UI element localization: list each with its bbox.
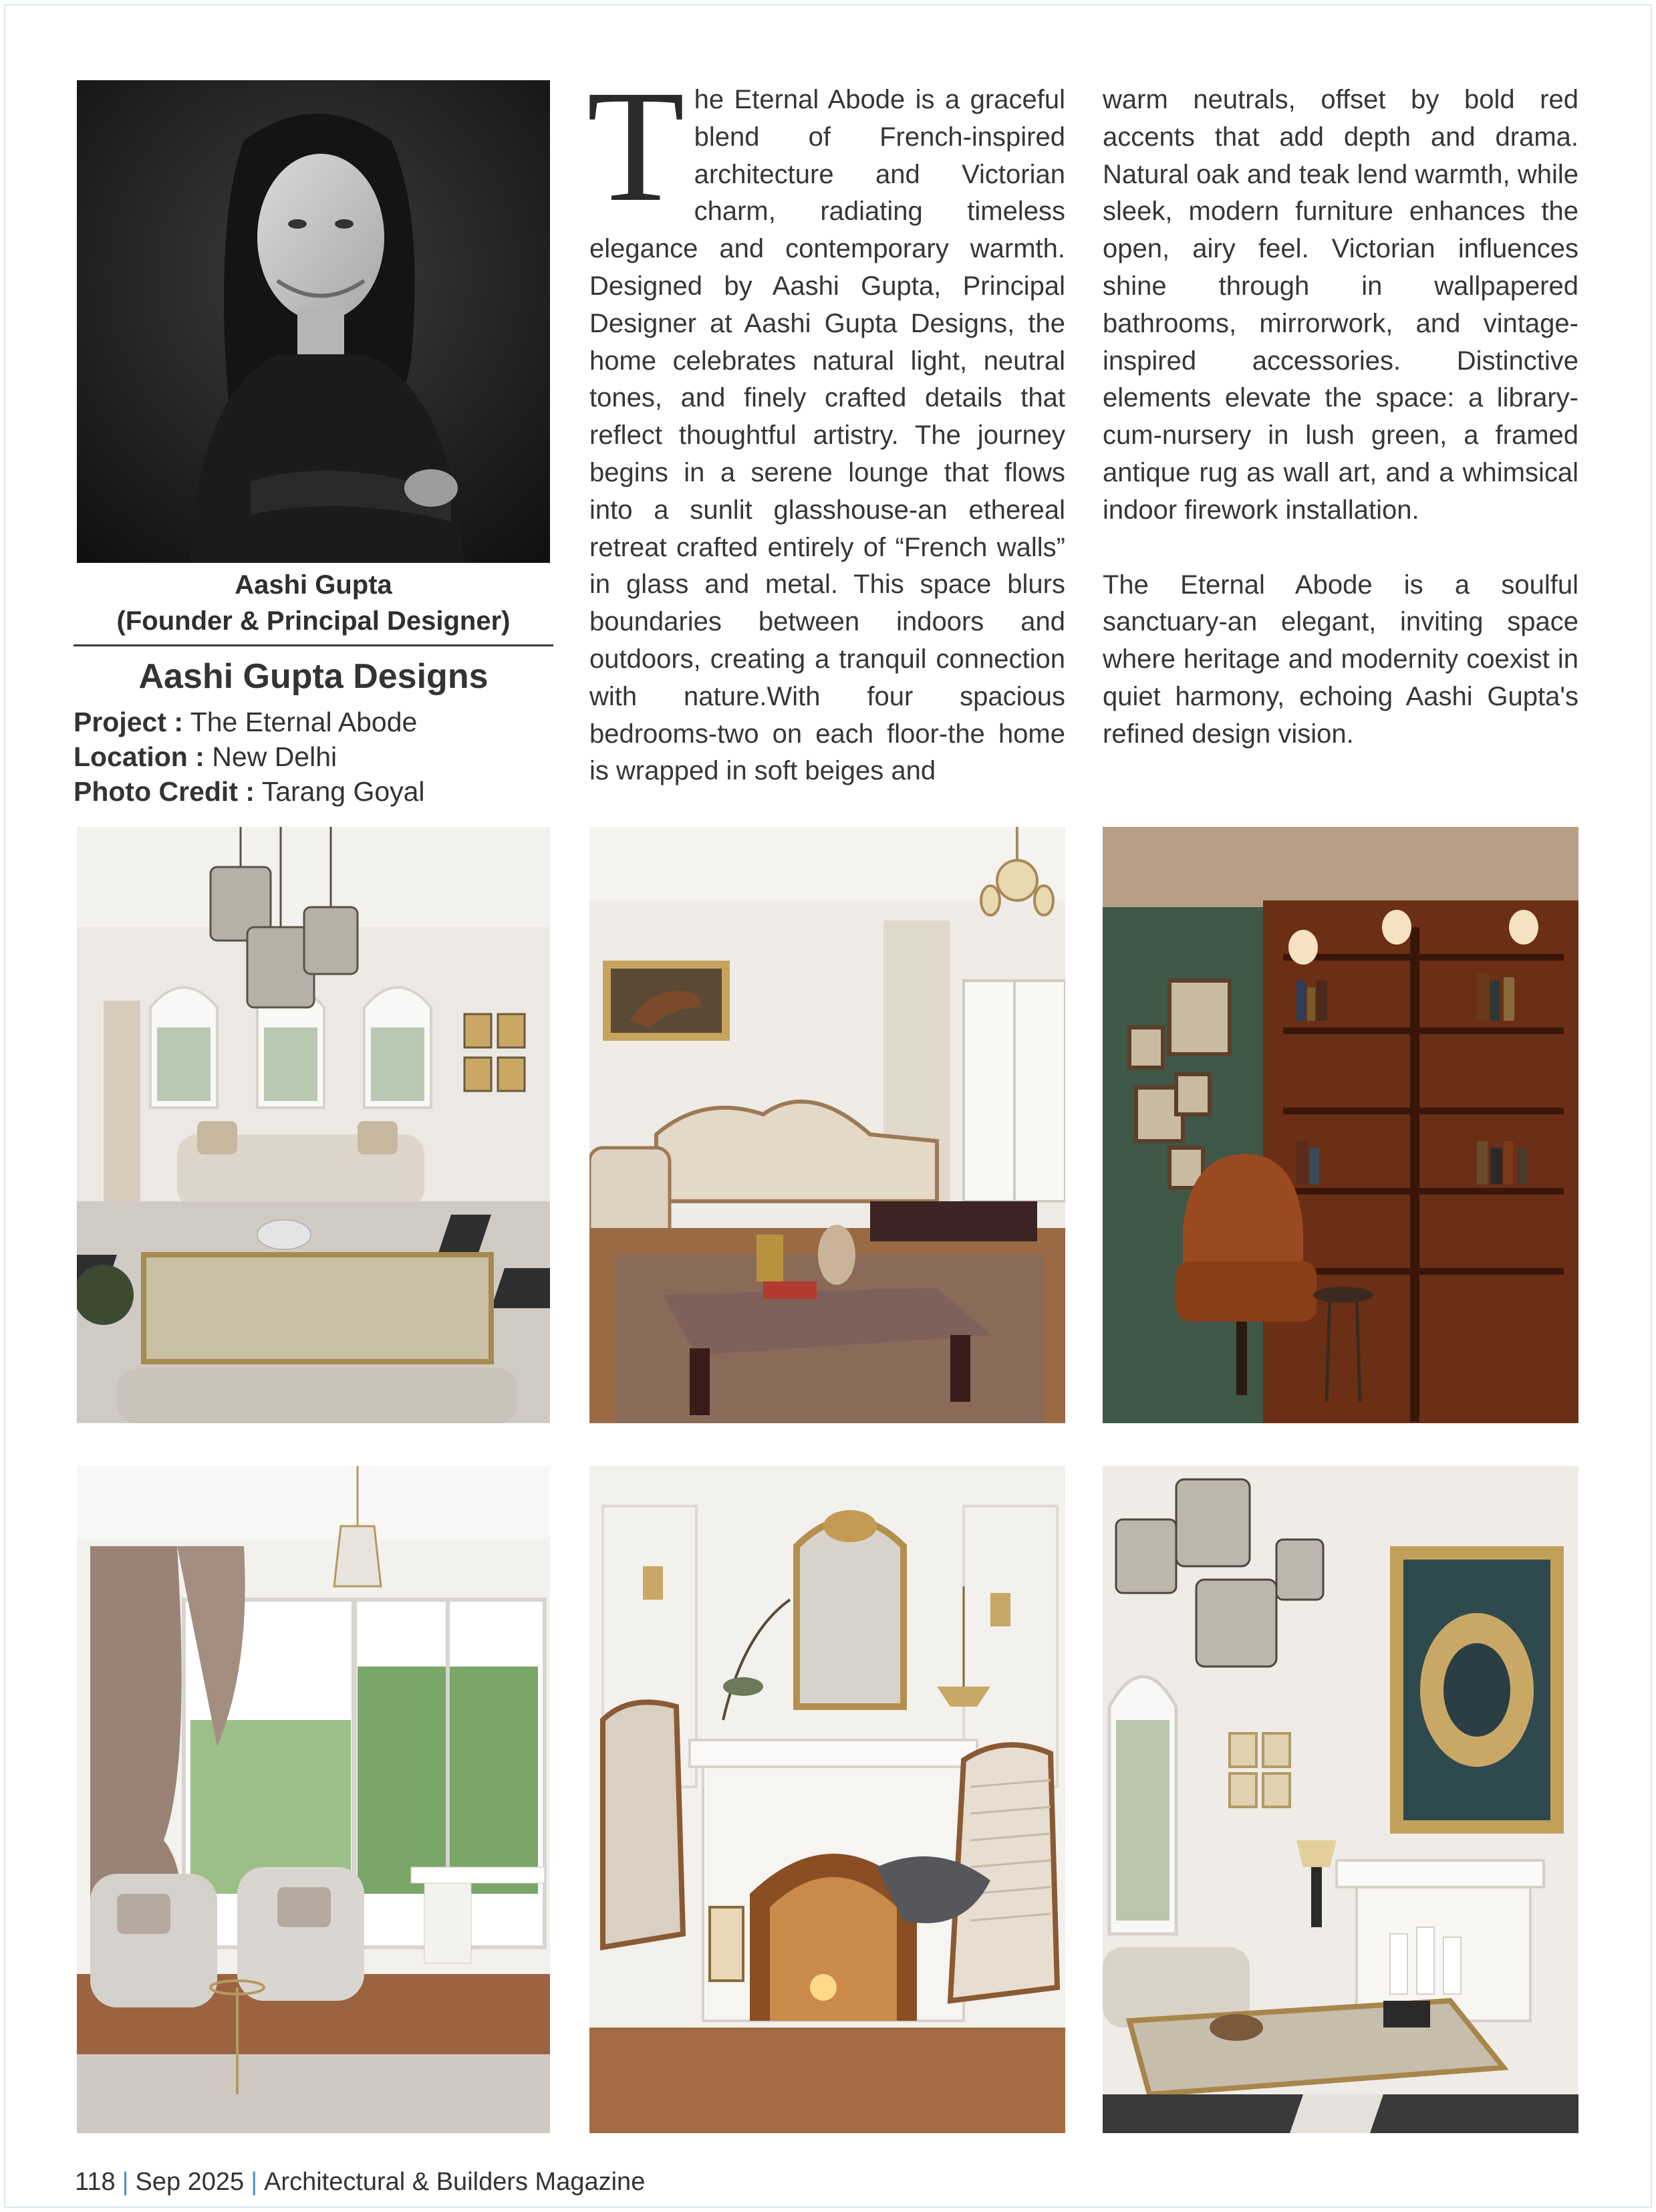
photo-living-room	[589, 827, 1065, 1423]
credit-project	[74, 705, 541, 739]
credit-location	[74, 739, 541, 774]
photo-lounge	[77, 827, 550, 1423]
credit-value: Tarang Goyal	[261, 776, 425, 807]
caption-divider	[74, 644, 553, 646]
credit-label: Project :	[74, 707, 184, 737]
article-column-1	[587, 57, 1065, 790]
photo-framed-rug-lounge	[1103, 1466, 1578, 2133]
magazine-name: Architectural & Builders Magazine	[264, 2168, 646, 2196]
article-paragraph: warm neutrals, offset by bold red accents that add depth and drama. Natural oak and teak lend warmth, while sleek, modern furniture enhances the open, airy feel. Victorian influences shine through in wallpapered bathrooms, mirrorwork, and vintage-inspired accessories. Distinctive elements elevate the space: a library-cum-nursery in lush green, a framed antique rug as wall art, and a whimsical indoor firework installation.	[1103, 85, 1578, 525]
drop-cap: T	[587, 57, 685, 235]
credit-value: New Delhi	[212, 741, 337, 772]
credit-photo	[74, 774, 541, 809]
article-paragraph: The Eternal Abode is a soulful sanctuary-an elegant, inviting space where heritage and modernity coexist in quiet harmony, echoing Aashi Gupta's refined design vision.	[1103, 570, 1578, 749]
article-text: he Eternal Abode is a graceful blend of French-inspired architecture and Victorian charm, radiating timeless elegance and contemporary warmth. Designed by Aashi Gupta, Principal Designer at Aashi Gupta Designs, the home celebrates natural light, neutral tones, and finely crafted details that reflect thoughtful artistry. The journey begins in a serene lounge that flows into a sunlit glasshouse-an ethereal retreat crafted entirely of “French walls” in glass and metal. This space blurs boundaries between indoors and outdoors, creating a tranquil connection with nature.With four spacious bedrooms-two on each floor-the home is wrapped in soft beiges and	[589, 85, 1065, 786]
designer-name: Aashi Gupta	[235, 570, 392, 600]
designer-portrait	[77, 80, 550, 563]
portrait-caption	[74, 567, 553, 703]
credit-label: Photo Credit :	[74, 776, 255, 807]
designer-role: (Founder & Principal Designer)	[116, 606, 511, 636]
page-number: 118	[75, 2168, 116, 2196]
article-paragraph	[587, 57, 1065, 790]
photo-library	[1103, 827, 1578, 1423]
page-footer	[75, 2167, 645, 2197]
photo-bedroom-sitting	[77, 1466, 550, 2133]
footer-separator: |	[251, 2168, 258, 2196]
footer-separator: |	[122, 2168, 129, 2196]
credit-value: The Eternal Abode	[190, 707, 418, 737]
project-credits	[74, 705, 541, 809]
issue-date: Sep 2025	[135, 2168, 245, 2196]
credit-label: Location :	[74, 741, 204, 772]
firm-name: Aashi Gupta Designs	[138, 657, 489, 696]
article-column-2	[1103, 82, 1578, 753]
photo-fireplace	[589, 1466, 1065, 2133]
